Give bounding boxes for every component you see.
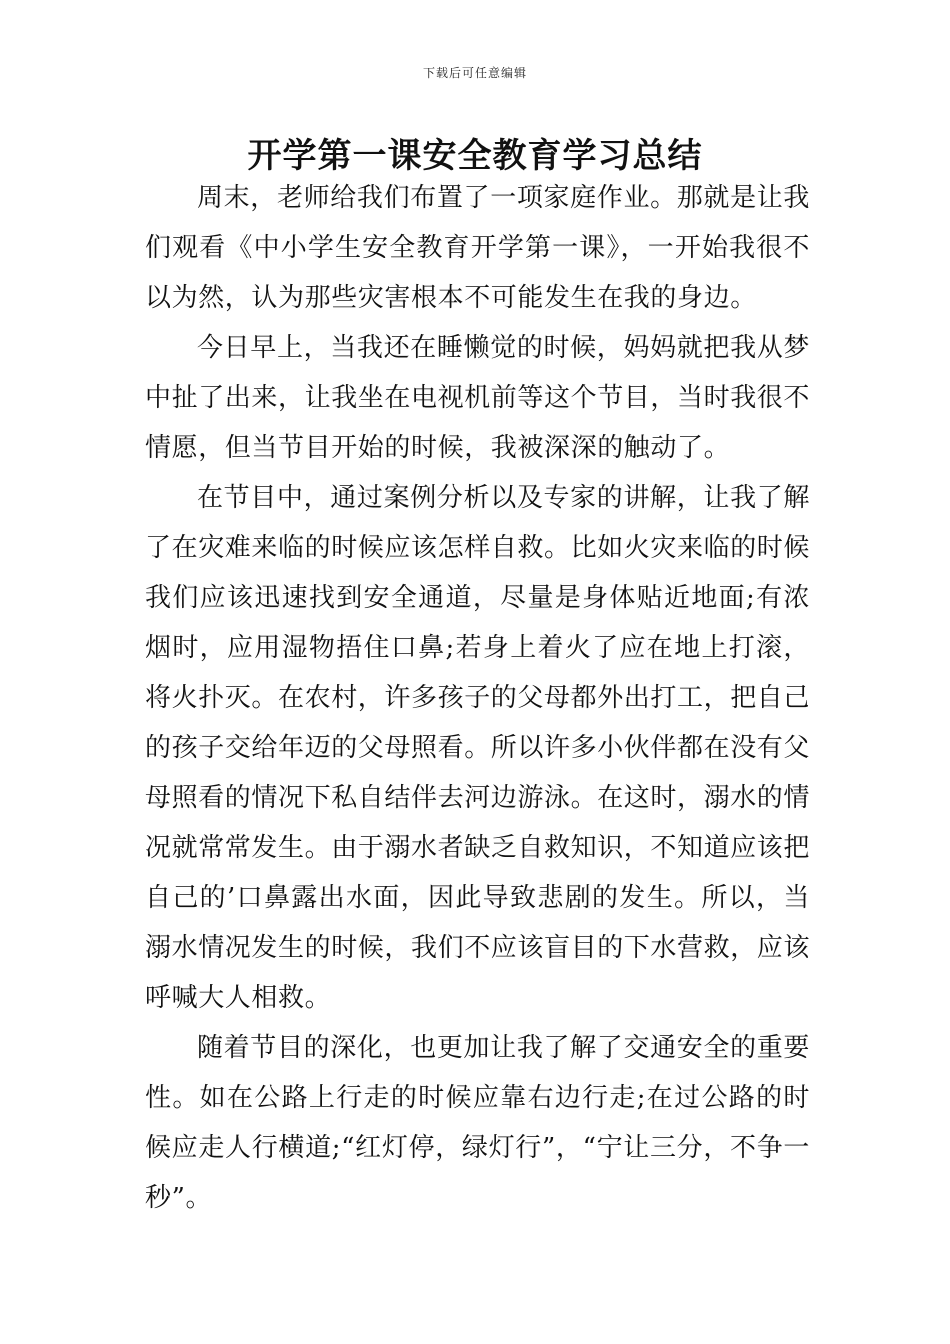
paragraph-4: 随着节目的深化，也更加让我了解了交通安全的重要性。如在公路上行走的时候应靠右边行走;在过公路的时候应走人行横道;“红灯停，绿灯行”，“宁让三分，不争一秒”。 (145, 1033, 810, 1213)
paragraph-1: 周末，老师给我们布置了一项家庭作业。那就是让我们观看《中小学生安全教育开学第一课》，一开始我很不以为然，认为那些灾害根本不可能发生在我的身边。 (145, 183, 810, 313)
document-title: 开学第一课安全教育学习总结 (247, 136, 703, 176)
header-note: 下载后可任意编辑 (422, 66, 527, 80)
paragraph-3: 在节目中，通过案例分析以及专家的讲解，让我了解了在灾难来临的时候应该怎样自救。比如火灾来临的时候我们应该迅速找到安全通道，尽量是身体贴近地面;有浓烟时，应用湿物捂住口鼻;若身上着火了应在地上打滚，将火扑灭。在农村，许多孩子的父母都外出打工，把自己的孩子交给年迈的父母照看。所以许多小伙伴都在没有父母照看的情况下私自结伴去河边游泳。在这时，溺水的情况就常常发生。由于溺水者缺乏自救知识，不知道应该把自己的’口鼻露出水面，因此导致悲剧的发生。所以，当溺水情况发生的时候，我们不应该盲目的下水营救，应该呼喊大人相救。 (145, 483, 811, 1013)
paragraph-2: 今日早上，当我还在睡懒觉的时候，妈妈就把我从梦中扯了出来，让我坐在电视机前等这个节目，当时我很不情愿，但当节目开始的时候，我被深深的触动了。 (145, 333, 811, 463)
document-body (145, 173, 810, 1223)
